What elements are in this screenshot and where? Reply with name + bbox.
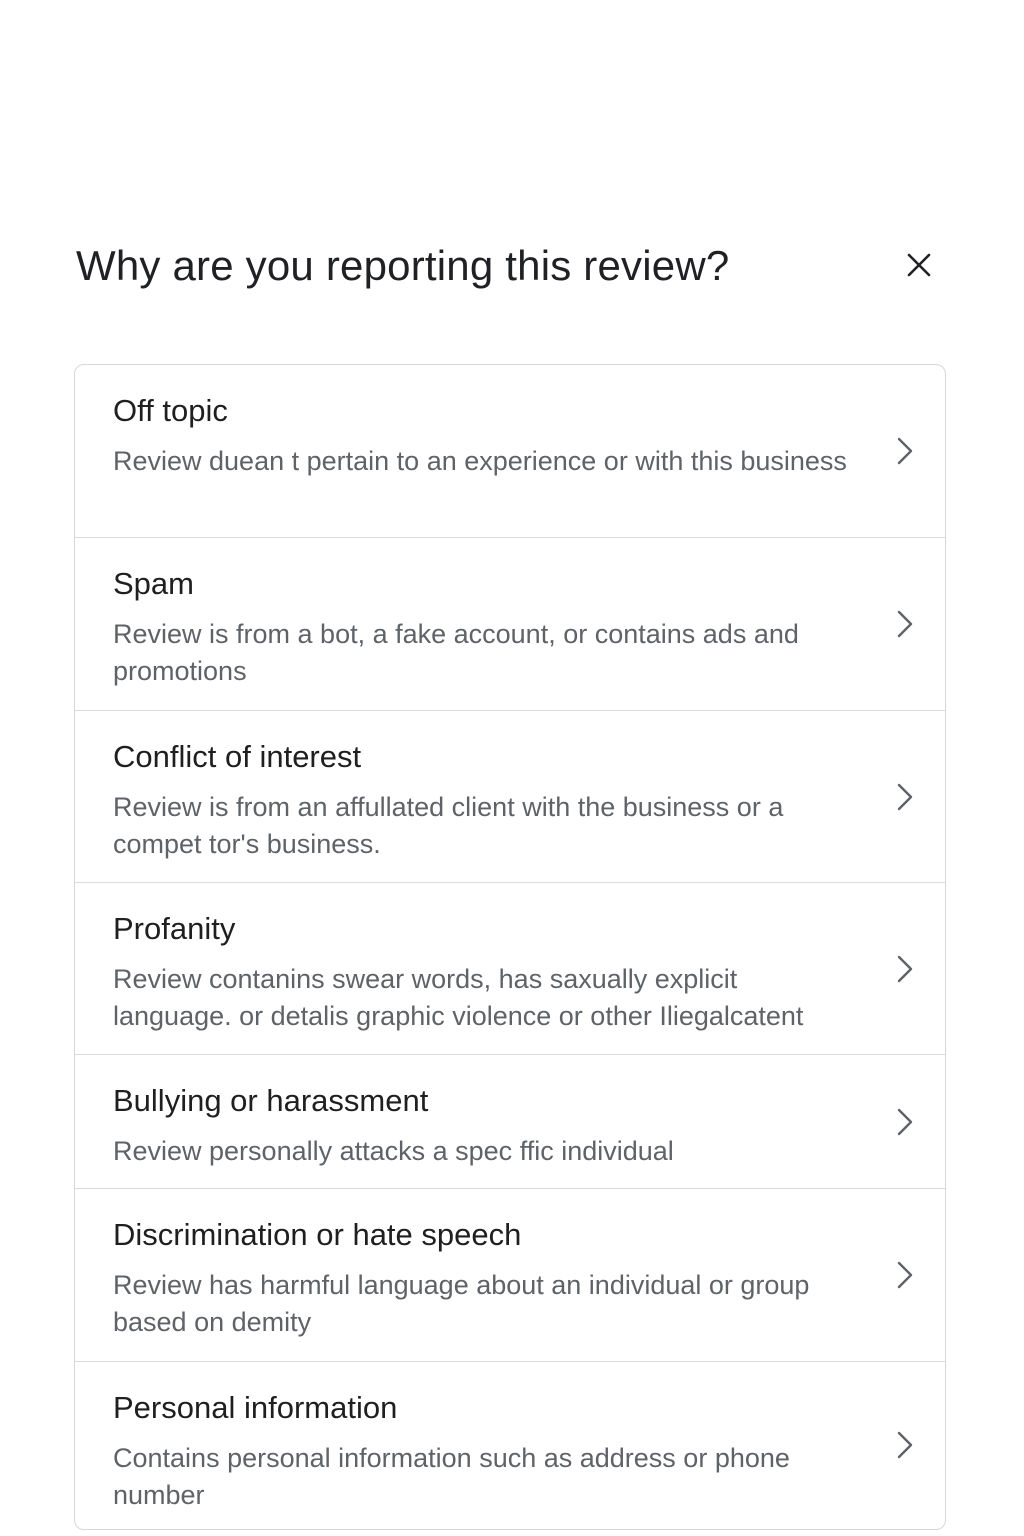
option-description: Review is from an affullated client with the business or a compet tor's business.	[113, 792, 784, 859]
option-title: Personal information	[113, 1390, 398, 1425]
option-title: Spam	[113, 566, 194, 601]
option-profanity[interactable]	[75, 883, 945, 1055]
option-description: Review duean t pertain to an experience or with this business	[113, 446, 847, 476]
chevron-right-icon	[893, 1427, 917, 1463]
option-description: Contains personal information such as address or phone number	[113, 1443, 790, 1510]
chevron-right-icon	[893, 951, 917, 987]
report-reasons-list	[74, 364, 946, 1530]
option-conflict-of-interest[interactable]	[75, 711, 945, 883]
close-icon	[906, 252, 932, 278]
option-spam[interactable]	[75, 538, 945, 711]
option-title: Profanity	[113, 911, 236, 946]
option-title: Conflict of interest	[113, 739, 362, 774]
option-description: Review has harmful language about an individual or group based on demity	[113, 1270, 810, 1337]
chevron-right-icon	[893, 606, 917, 642]
close-button[interactable]	[896, 242, 942, 288]
chevron-right-icon	[893, 1104, 917, 1140]
chevron-right-icon	[893, 433, 917, 469]
dialog-title: Why are you reporting this review?	[76, 242, 730, 289]
option-description: Review is from a bot, a fake account, or contains ads and promotions	[113, 619, 799, 686]
option-description: Review personally attacks a spec ffic individual	[113, 1136, 674, 1166]
option-off-topic[interactable]	[75, 365, 945, 538]
option-bullying-or-harassment[interactable]	[75, 1055, 945, 1189]
option-title: Bullying or harassment	[113, 1083, 429, 1118]
option-title: Off topic	[113, 393, 228, 428]
option-description: Review contanins swear words, has saxually explicit language. or detalis graphic violence or other Iliegalcatent	[113, 964, 804, 1031]
option-title: Discrimination or hate speech	[113, 1217, 522, 1252]
option-discrimination-or-hate-speech[interactable]	[75, 1189, 945, 1362]
option-personal-information[interactable]	[75, 1362, 945, 1528]
chevron-right-icon	[893, 779, 917, 815]
chevron-right-icon	[893, 1257, 917, 1293]
